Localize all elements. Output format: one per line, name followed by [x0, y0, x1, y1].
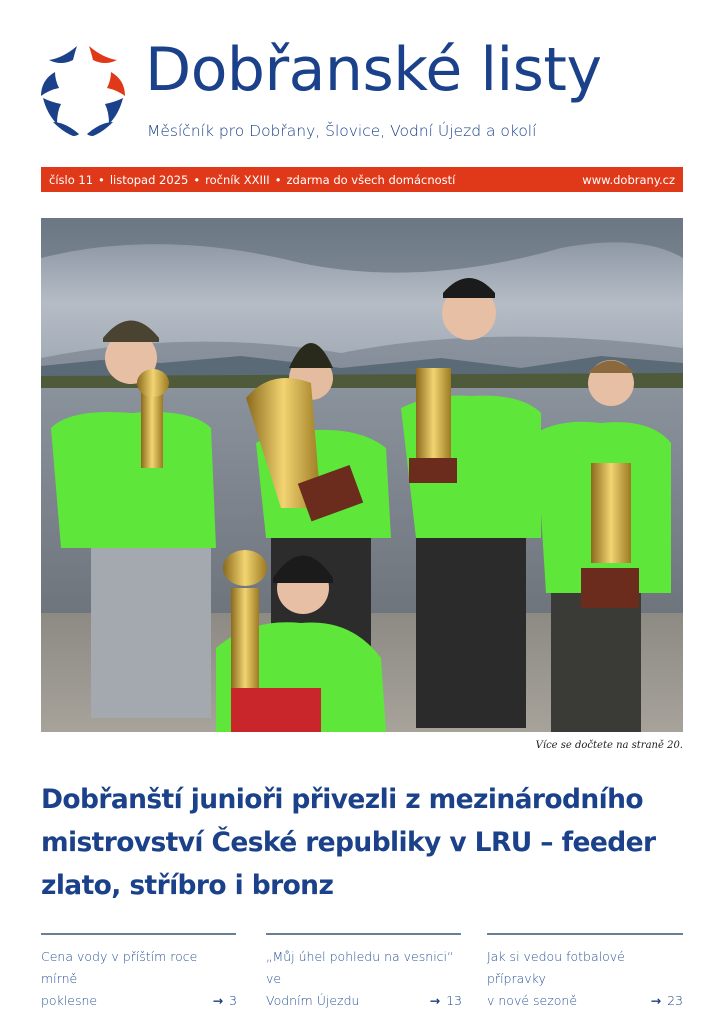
teaser-title-line: poklesne [41, 993, 98, 1008]
divider [487, 933, 683, 935]
masthead-title: Dobřanské listy [145, 35, 602, 105]
teaser-title-line: Cena vody v příštím roce mírně [41, 949, 198, 986]
photo-caption: Více se dočtete na straně 20. [535, 740, 683, 751]
separator: • [98, 172, 105, 187]
separator: • [193, 172, 201, 187]
teaser-water-price[interactable] [41, 946, 237, 1012]
issue-month: listopad 2025 [109, 172, 189, 187]
issue-number: číslo 11 [49, 172, 94, 187]
teaser-title-line: Vodním Újezdu [266, 993, 360, 1008]
issue-info-band [41, 167, 683, 192]
page-reference [213, 990, 237, 1012]
cover-headline[interactable] [41, 778, 691, 907]
divider [41, 933, 236, 935]
headline-line: Dobřanští junioři přivezli z mezinárodního [41, 784, 643, 815]
page-number: 3 [229, 993, 237, 1008]
arrow-right-icon: → [212, 993, 224, 1008]
distribution-note: zdarma do všech domácností [286, 172, 456, 187]
sun-ring-logo-icon [40, 40, 126, 140]
separator: • [274, 172, 282, 187]
page-number: 13 [446, 993, 462, 1008]
teaser-title-line: v nové sezoně [487, 993, 578, 1008]
cover-photo [41, 218, 683, 732]
teaser-football[interactable] [487, 946, 683, 1012]
headline-line: mistrovství České republiky v LRU – feeder [41, 827, 656, 858]
arrow-right-icon: → [429, 993, 441, 1008]
page-reference [651, 990, 683, 1012]
arrow-right-icon: → [650, 993, 662, 1008]
issue-details [49, 173, 455, 187]
teaser-title-line: „Můj úhel pohledu na vesnici“ ve [266, 949, 454, 986]
headline-line: zlato, stříbro i bronz [41, 870, 334, 901]
page-reference [430, 990, 462, 1012]
divider [266, 933, 461, 935]
page-number: 23 [667, 993, 683, 1008]
teaser-title-line: Jak si vedou fotbalové přípravky [487, 949, 625, 986]
issue-volume: ročník XXIII [205, 172, 270, 187]
masthead-subtitle: Měsíčník pro Dobřany, Šlovice, Vodní Újezd a okolí [147, 122, 537, 140]
website-link[interactable]: www.dobrany.cz [582, 172, 675, 187]
teaser-village-view[interactable] [266, 946, 462, 1012]
